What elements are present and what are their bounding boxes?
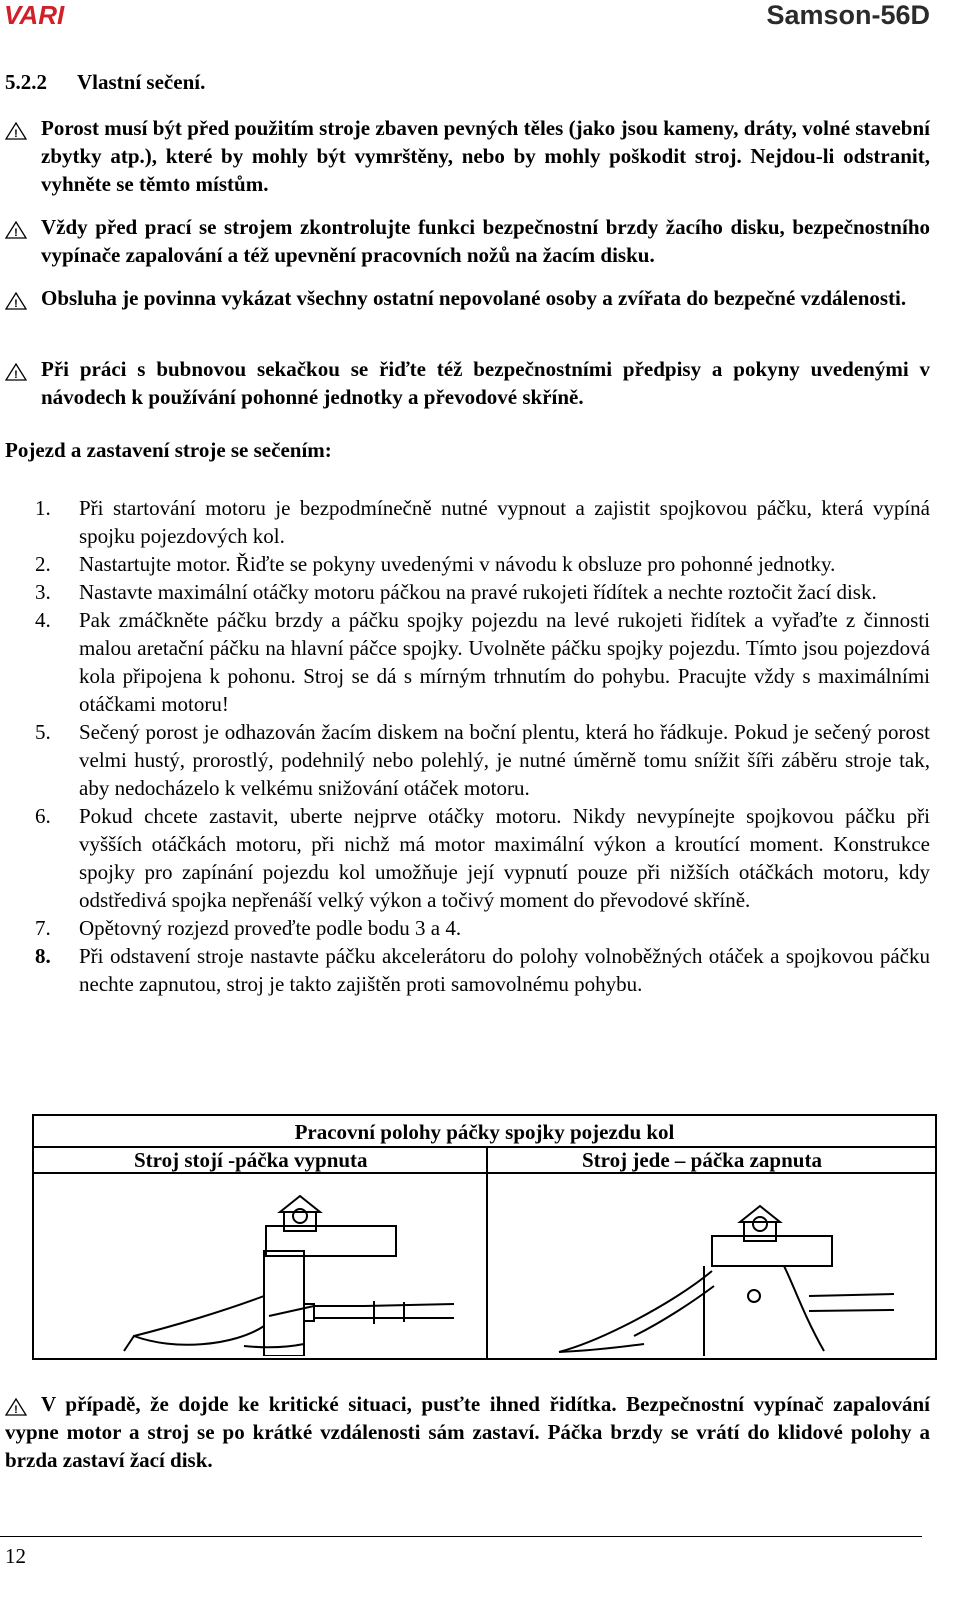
step-number: 8. [35,944,51,968]
subheading: Pojezd a zastavení stroje se sečením: [5,438,332,462]
step-number: 1. [35,496,51,520]
svg-text:!: ! [14,369,18,381]
section-title [5,70,205,95]
step-text: Při odstavení stroje nastavte páčku akcelerátoru do polohy volnoběžných otáček a spojkovou páčku nechte zapnutou, stroj je takto zajištěn proti samovolnému pohybu. [79,944,930,996]
critical-situation-warning [5,1390,930,1474]
brand-logo [4,4,128,26]
lever-engaged-drawing [554,1176,894,1361]
step-number: 7. [35,916,51,940]
step-text: Nastavte maximální otáčky motoru páčkou na pravé rukojeti řídítek a nechte roztočit žací disk. [79,580,877,604]
warning-triangle-icon [5,1395,27,1416]
step-text: Opětovný rozjezd proveďte podle bodu 3 a 4. [79,916,462,940]
step-number: 3. [35,580,51,604]
list-item [5,718,930,802]
svg-text:!: ! [14,227,18,239]
list-item [5,942,930,998]
step-number: 2. [35,552,51,576]
model-name: Samson-56D [766,0,930,30]
warning-item [5,284,930,312]
warning-text: Vždy před prací se strojem zkontrolujte funkci bezpečnostní brzdy žacího disku, bezpečnostního vypínače zapalování a též upevnění pracovních nožů na žacím disku. [41,215,930,267]
step-number: 4. [35,608,51,632]
warning-triangle-icon [5,218,27,239]
warning-item [5,355,930,411]
divider [486,1146,488,1358]
warning-text: Při práci s bubnovou sekačkou se řiďte též bezpečnostními předpisy a pokyny uvedenými v návodech k používání pohonné jednotky a převodové skříně. [41,357,930,409]
step-text: Pak zmáčkněte páčku brzdy a páčku spojky pojezdu na levé rukojeti řidítek a vyřaďte z činnosti malou aretační páčku na hlavní páčce spojky. Uvolněte páčku spojky pojezdu. Tímto jsou pojezdová kola připojena k pohonu. Stroj se dá s mírným trhnutím do pohybu. Pracujte vždy s maximálními otáčkami motoru! [79,608,930,716]
step-text: Pokud chcete zastavit, uberte nejprve otáčky motoru. Nikdy nevypínejte spojkovou páčku při vyšších otáčkách motoru, při nichž má motor maximální výkon a kroutící moment. Konstrukce spojky pro zapínání pojezdu kol umožňuje její vypnutí pouze při nižších otáčkách motoru, kdy odstředivá spojka nepřenáší velký výkon a točivý moment do převodové skříně. [79,804,930,912]
list-item [5,914,930,942]
clutch-lever-figure [32,1114,937,1360]
svg-text:!: ! [14,1404,18,1416]
step-number: 6. [35,804,51,828]
divider [34,1172,935,1174]
warning-triangle-icon [5,360,27,381]
brand-logo-text: VARI [4,4,65,26]
warning-triangle-icon [5,119,27,140]
step-text: Sečený porost je odhazován žacím diskem na boční plentu, která ho řádkuje. Pokud je sečený porost velmi hustý, prorostlý, podehnilý nebo polehlý, je nutné úměrně tomu snížit šíři záběru stroje tak, aby nedocházelo k velkému snižování otáček motoru. [79,720,930,800]
warning-text: Obsluha je povinna vykázat všechny ostatní nepovolané osoby a zvířata do bezpečné vzdálenosti. [41,286,907,310]
section-title-text: Vlastní sečení. [77,70,206,94]
page-number: 12 [5,1544,26,1568]
step-number: 5. [35,720,51,744]
figure-title: Pracovní polohy páčky spojky pojezdu kol [294,1120,675,1144]
svg-text:!: ! [14,128,18,140]
warning-triangle-icon [5,289,27,310]
list-item [5,802,930,914]
section-number: 5.2.2 [5,70,47,94]
list-item [5,550,930,578]
list-item [5,494,930,550]
warning-text: Porost musí být před použitím stroje zbaven pevných těles (jako jsou kameny, dráty, volné stavební zbytky atp.), které by mohly být vymrštěny, nebo by mohly poškodit stroj. Nejdou-li odstranit, vyhněte se těmto místům. [41,116,930,196]
figure-caption-left: Stroj stojí -páčka vypnuta [134,1148,368,1172]
step-text: Nastartujte motor. Řiďte se pokyny uvedenými v návodu k obsluze pro pohonné jednotky. [79,552,836,576]
warning-item [5,114,930,198]
list-item [5,578,930,606]
warning-item [5,213,930,269]
svg-text:!: ! [14,298,18,310]
steps-list [5,494,930,998]
step-text: Při startování motoru je bezpodmínečně nutné vypnout a zajistit spojkovou páčku, která vypíná spojku pojezdových kol. [79,496,930,548]
list-item [5,606,930,718]
warning-text: V případě, že dojde ke kritické situaci, pusťte ihned řidítka. Bezpečnostní vypínač zapalování vypne motor a stroj se po krátké vzdálenosti sám zastaví. Páčka brzdy se vrátí do klidové polohy a brzda zastaví žací disk. [5,1392,930,1472]
figure-caption-right: Stroj jede – páčka zapnuta [582,1148,822,1172]
footer-divider [0,1536,922,1537]
lever-disengaged-drawing [114,1176,454,1361]
